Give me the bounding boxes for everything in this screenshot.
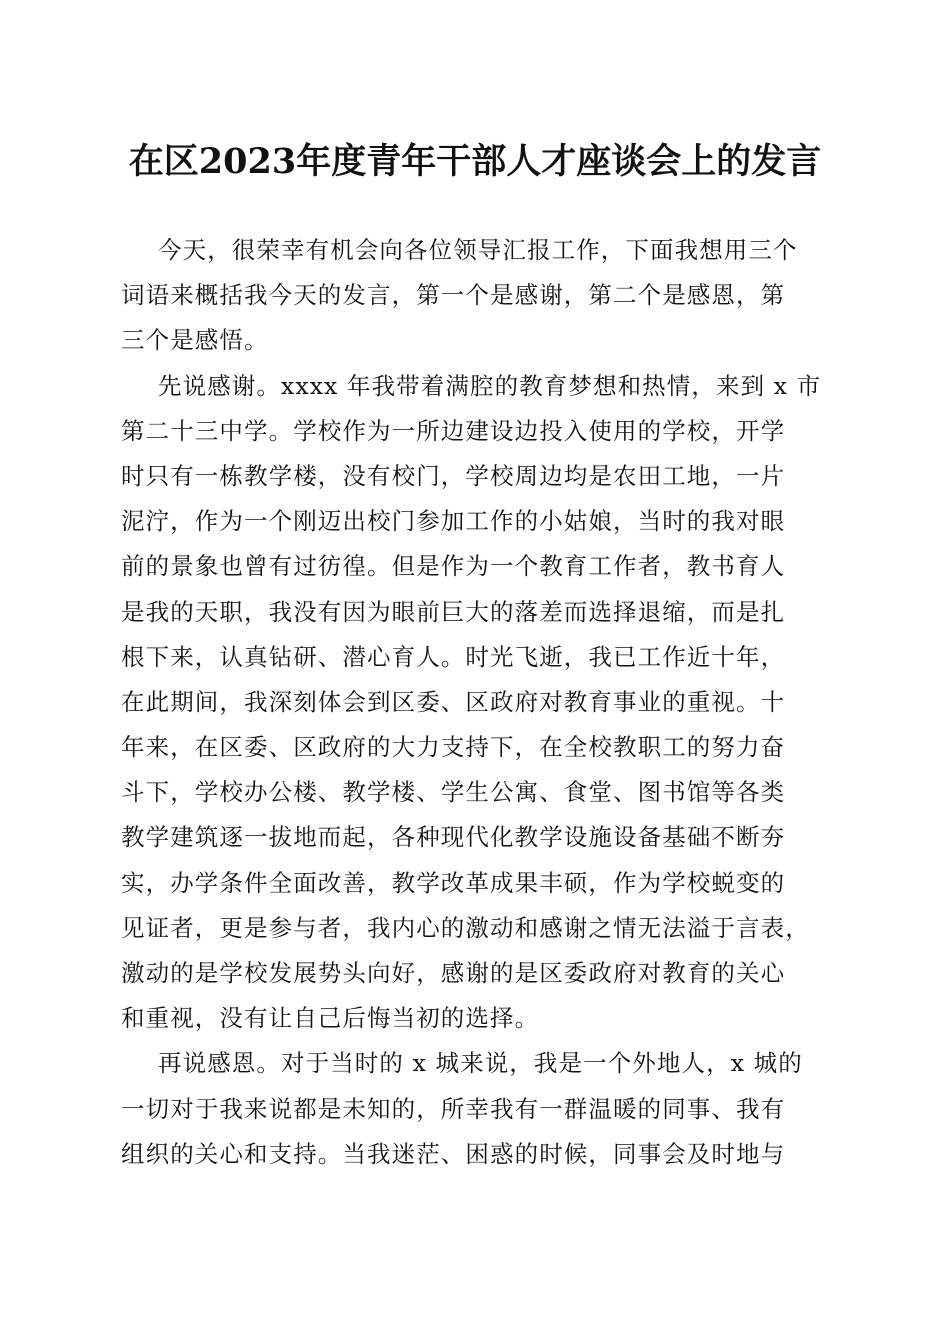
document-title: 在区2023年度青年干部人才座谈会上的发言 — [128, 141, 822, 182]
paragraph-intro — [121, 228, 841, 364]
text-line: 一切对于我来说都是未知的，所幸我有一群温暖的同事、我有 — [121, 1094, 786, 1123]
text-line: 激动的是学校发展势头向好，感谢的是区委政府对教育的关心 — [121, 959, 786, 987]
text-line: 先说感谢。xxxx 年我带着满腔的教育梦想和热情，来到 x 市 — [158, 371, 822, 400]
document-body — [121, 228, 841, 1177]
text-line: 年来，在区委、区政府的大力支持下，在全校教职工的努力奋 — [121, 733, 786, 762]
text-line: 在此期间，我深刻体会到区委、区政府对教育事业的重视。十 — [121, 687, 786, 716]
text-line: 再说感恩。对于当时的 x 城来说，我是一个外地人，x 城的 — [158, 1049, 803, 1078]
text-line: 见证者，更是参与者，我内心的激动和感谢之情无法溢于言表， — [121, 913, 810, 942]
text-line: 词语来概括我今天的发言，第一个是感谢，第二个是感恩，第 — [121, 281, 786, 310]
paragraph-gratitude — [121, 364, 841, 1042]
text-line: 第二十三中学。学校作为一所边建设边投入使用的学校，开学 — [121, 416, 786, 445]
text-line: 三个是感悟。 — [121, 326, 269, 355]
text-line: 根下来，认真钻研、潜心育人。时光飞逝，我已工作近十年， — [121, 642, 786, 671]
paragraph-thankfulness — [121, 1041, 841, 1177]
text-line: 时只有一栋教学楼，没有校门，学校周边均是农田工地，一片 — [121, 461, 786, 490]
text-line: 斗下，学校办公楼、教学楼、学生公寓、食堂、图书馆等各类 — [121, 778, 786, 807]
text-line: 和重视，没有让自己后悔当初的选择。 — [121, 1004, 540, 1033]
text-line: 实，办学条件全面改善，教学改革成果丰硕，作为学校蜕变的 — [121, 868, 786, 897]
text-line: 泥泞，作为一个刚迈出校门参加工作的小姑娘，当时的我对眼 — [121, 507, 786, 536]
text-line: 前的景象也曾有过彷徨。但是作为一个教育工作者，教书育人 — [121, 552, 786, 581]
text-line: 是我的天职，我没有因为眼前巨大的落差而选择退缩，而是扎 — [121, 597, 786, 626]
text-line: 教学建筑逐一拔地而起，各种现代化教学设施设备基础不断夯 — [121, 823, 786, 852]
text-line: 今天，很荣幸有机会向各位领导汇报工作，下面我想用三个 — [158, 236, 798, 264]
text-line: 组织的关心和支持。当我迷茫、困惑的时候，同事会及时地与 — [121, 1139, 786, 1168]
